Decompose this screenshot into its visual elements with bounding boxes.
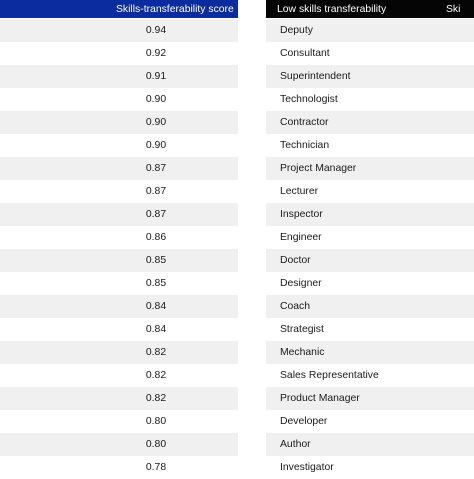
score-cell: 0.82 (145, 393, 167, 404)
table-row (0, 88, 238, 111)
score-cell: 0.91 (145, 71, 167, 82)
table-row (266, 433, 474, 456)
score-cell: 0.94 (145, 25, 167, 36)
table-row (266, 318, 474, 341)
score-cell: 0.90 (145, 140, 167, 151)
table-row (0, 249, 238, 272)
right-header-role-label: Low skills transferability (277, 3, 387, 15)
role-label: Strategist (280, 324, 324, 335)
score-cell: 0.90 (145, 117, 167, 128)
table-row (0, 111, 238, 134)
role-label: Deputy (280, 25, 313, 36)
score-cell: 0.82 (145, 370, 167, 381)
role-label: Coach (280, 301, 311, 312)
table-row (266, 203, 474, 226)
role-label: Engineer (280, 232, 322, 243)
role-label: Technician (280, 140, 330, 151)
table-row (266, 456, 474, 479)
table-row (0, 341, 238, 364)
table-row (266, 249, 474, 272)
role-label: Project Manager (280, 163, 357, 174)
low-transferability-table (266, 0, 474, 479)
score-cell: 0.87 (145, 186, 167, 197)
table-row (266, 226, 474, 249)
table-row (266, 157, 474, 180)
score-cell: 0.84 (145, 324, 167, 335)
role-label: Doctor (280, 255, 311, 266)
table-row (266, 272, 474, 295)
table-row (266, 19, 474, 42)
role-label: Product Manager (280, 393, 360, 404)
role-label: Contractor (280, 117, 329, 128)
role-label: Investigator (280, 462, 334, 473)
right-header-score-label: Ski (446, 3, 461, 15)
score-cell: 0.85 (145, 278, 167, 289)
table-row (0, 42, 238, 65)
right-table-header (266, 0, 474, 18)
table-row (266, 42, 474, 65)
score-cell: 0.86 (145, 232, 167, 243)
table-row (0, 226, 238, 249)
score-cell: 0.78 (145, 462, 167, 473)
table-row (0, 295, 238, 318)
table-row (266, 341, 474, 364)
score-cell: 0.80 (145, 439, 167, 450)
table-row (266, 180, 474, 203)
score-cell: 0.87 (145, 209, 167, 220)
table-row (0, 19, 238, 42)
role-label: Sales Representative (280, 370, 379, 381)
role-label: Superintendent (280, 71, 351, 82)
right-table-body (266, 18, 474, 479)
table-row (266, 134, 474, 157)
role-label: Lecturer (280, 186, 319, 197)
score-cell: 0.87 (145, 163, 167, 174)
table-row (266, 65, 474, 88)
table-row (0, 272, 238, 295)
score-cell: 0.84 (145, 301, 167, 312)
role-label: Consultant (280, 48, 330, 59)
role-label: Designer (280, 278, 322, 289)
table-row (0, 157, 238, 180)
table-row (0, 318, 238, 341)
role-label: Developer (280, 416, 328, 427)
table-row (266, 387, 474, 410)
table-row (0, 387, 238, 410)
table-row (0, 410, 238, 433)
table-row (0, 433, 238, 456)
table-row (266, 88, 474, 111)
table-row (266, 295, 474, 318)
table-row (0, 65, 238, 88)
score-cell: 0.82 (145, 347, 167, 358)
score-cell: 0.85 (145, 255, 167, 266)
score-cell: 0.92 (145, 48, 167, 59)
table-row (0, 180, 238, 203)
table-row (0, 364, 238, 387)
left-header-score-label: Skills-transferability score (116, 3, 234, 15)
table-row (266, 364, 474, 387)
table-row (0, 456, 238, 479)
score-cell: 0.80 (145, 416, 167, 427)
table-row (266, 410, 474, 433)
left-table-header (0, 0, 238, 18)
score-cell: 0.90 (145, 94, 167, 105)
role-label: Author (280, 439, 311, 450)
role-label: Inspector (280, 209, 323, 220)
left-table-body (0, 18, 238, 479)
table-row (0, 203, 238, 226)
role-label: Mechanic (280, 347, 325, 358)
table-row (266, 111, 474, 134)
role-label: Technologist (280, 94, 338, 105)
table-row (0, 134, 238, 157)
